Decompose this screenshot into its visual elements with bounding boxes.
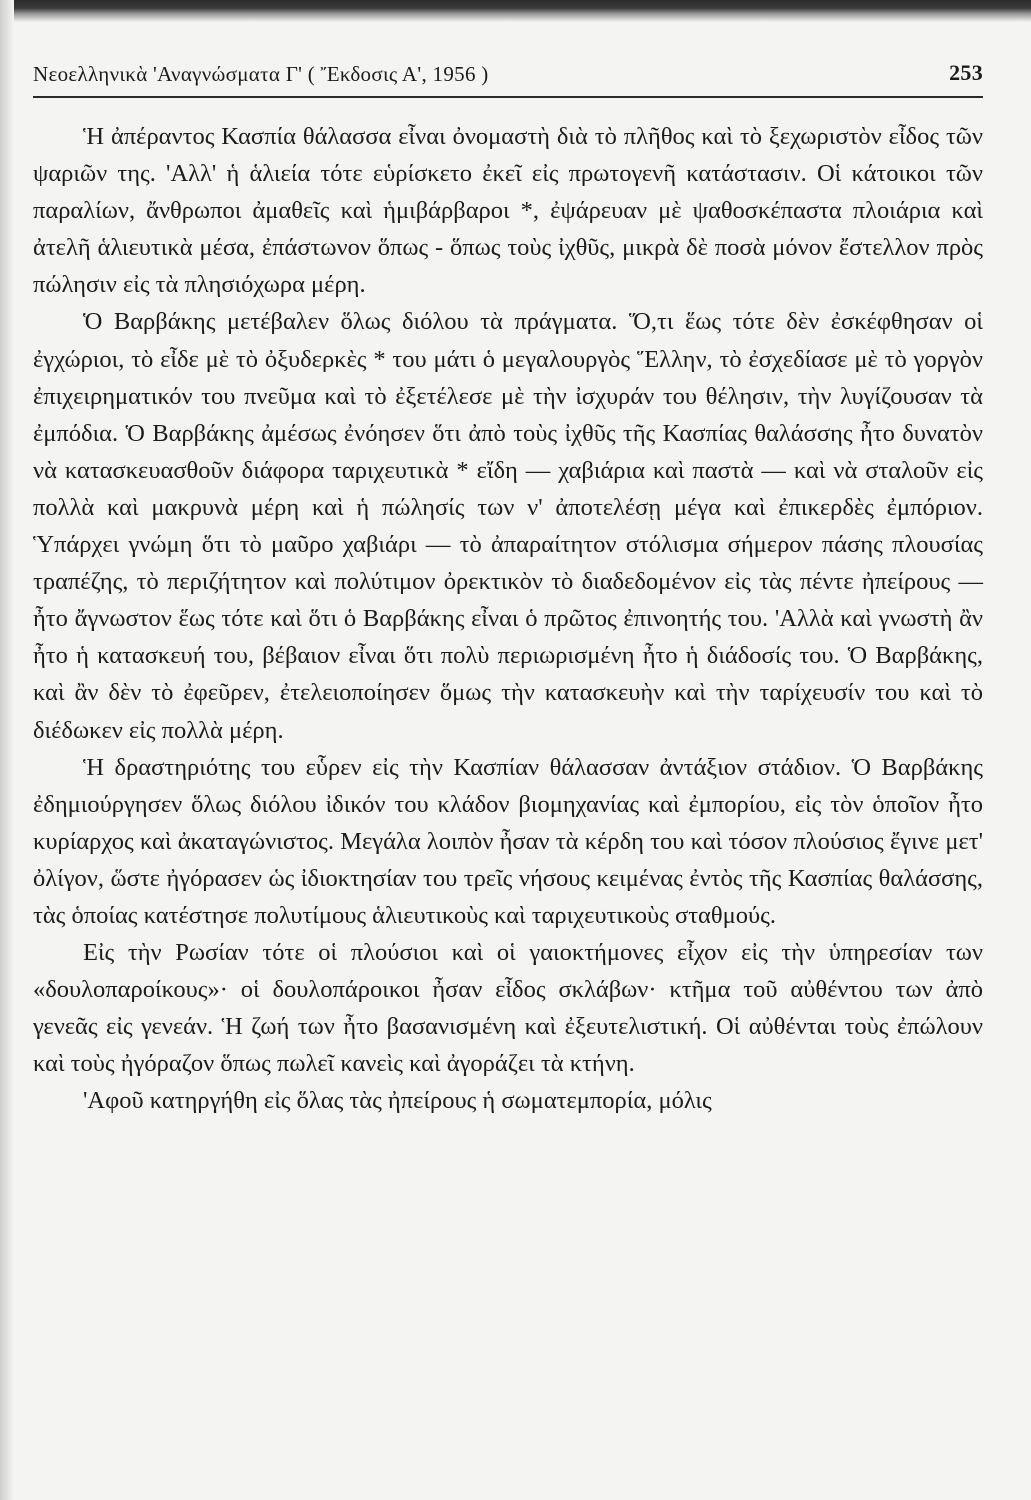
header-title: Νεοελληνικὰ 'Αναγνώσματα Γ' ( Ἔκδοσις Α', 1956 ) (33, 62, 489, 86)
scan-edge-shadow (0, 0, 14, 1500)
body-text (33, 118, 983, 1120)
header-rule (33, 96, 983, 98)
paragraph: Ὁ Βαρβάκης μετέβαλεν ὅλως διόλου τὰ πράγματα. Ὅ,τι ἕως τότε δὲν ἐσκέφθησαν οἱ ἐγχώριοι, τὸ εἶδε μὲ τὸ ὀξυδερκὲς * του μάτι ὁ μεγαλουργὸς Ἕλλην, τὸ ἐσχεδίασε μὲ τὸ γοργὸν ἐπιχειρηματικόν του πνεῦμα καὶ τὸ ἐξετέλεσε μὲ τὴν ἰσχυράν του θέλησιν, τὴν λυγίζουσαν τὰ ἐμπόδια. Ὁ Βαρβάκης ἀμέσως ἐνόησεν ὅτι ἀπὸ τοὺς ἰχθῦς τῆς Κασπίας θαλάσσης ἦτο δυνατὸν νὰ κατασκευασθοῦν διάφορα ταριχευτικὰ * εἴδη — χαβιάρια καὶ παστὰ — καὶ νὰ σταλοῦν εἰς πολλὰ καὶ μακρυνὰ μέρη καὶ ἡ πώλησίς των ν' ἀποτελέσῃ μέγα καὶ ἐπικερδὲς ἐμπόριον. Ὑπάρχει γνώμη ὅτι τὸ μαῦρο χαβιάρι — τὸ ἀπαραίτητον στόλισμα σήμερον πάσης πλουσίας τραπέζης, τὸ περιζήτητον καὶ πολύτιμον ὀρεκτικὸν τὸ διαδεδομένον εἰς τὰς πέντε ἠπείρους — ἦτο ἄγνωστον ἕως τότε καὶ ὅτι ὁ Βαρβάκης εἶναι ὁ πρῶτος ἐπινοητής του. 'Αλλὰ καὶ γνωστὴ ἂν ἦτο ἡ κατασκευή του, βέβαιον εἶναι ὅτι πολὺ περιωρισμένη ἦτο ἡ διάδοσίς του. Ὁ Βαρβάκης, καὶ ἂν δὲν τὸ ἐφεῦρεν, ἐτελειοποίησεν ὅμως τὴν κατασκευὴν καὶ τὴν ταρίχευσίν του καὶ τὸ διέδωκεν εἰς πολλὰ μέρη. (33, 308, 983, 744)
scan-edge-shadow (0, 0, 1031, 22)
paragraph: Εἰς τὴν Ρωσίαν τότε οἱ πλούσιοι καὶ οἱ γαιοκτήμονες εἶχον εἰς τὴν ὑπηρεσίαν των «δουλοπαροίκους»· οἱ δουλοπάροικοι ἦσαν εἶδος σκλάβων· κτῆμα τοῦ αὐθέντου των ἀπὸ γενεᾶς εἰς γενεάν. Ἡ ζωή των ἦτο βασανισμένη καὶ ἐξευτελιστική. Οἱ αὐθένται τοὺς ἐπώλουν καὶ τοὺς ἠγόραζον ὅπως πωλεῖ κανεὶς καὶ ἀγοράζει τὰ κτήνη. (33, 939, 983, 1078)
running-header (33, 58, 983, 92)
page-number: 253 (949, 60, 983, 85)
paragraph: Ἡ ἀπέραντος Κασπία θάλασσα εἶναι ὀνομαστὴ διὰ τὸ πλῆθος καὶ τὸ ξεχωριστὸν εἶδος τῶν ψαριῶν της. 'Αλλ' ἡ ἁλιεία τότε εὑρίσκετο ἐκεῖ εἰς πρωτογενῆ κατάστασιν. Οἱ κάτοικοι τῶν παραλίων, ἄνθρωποι ἀμαθεῖς καὶ ἡμιβάρβαροι *, ἐψάρευαν μὲ ψαθοσκέπαστα πλοιάρια καὶ ἀτελῆ ἁλιευτικὰ μέσα, ἐπάστωνον ὅπως - ὅπως τοὺς ἰχθῦς, μικρὰ δὲ ποσὰ μόνον ἔστελλον πρὸς πώλησιν εἰς τὰ πλησιόχωρα μέρη. (33, 123, 983, 299)
paragraph: 'Αφοῦ κατηργήθη εἰς ὅλας τὰς ἠπείρους ἡ σωματεμπορία, μόλις (83, 1087, 712, 1115)
paragraph: Ἡ δραστηριότης του εὗρεν εἰς τὴν Κασπίαν θάλασσαν ἀντάξιον στάδιον. Ὁ Βαρβάκης ἐδημιούργησεν ὅλως διόλου ἰδικόν του κλάδον βιομηχανίας καὶ ἐμπορίου, εἰς τὸν ὁποῖον ἦτο κυρίαρχος καὶ ἀκαταγώνιστος. Μεγάλα λοιπὸν ἦσαν τὰ κέρδη του καὶ τόσον πλούσιος ἔγινε μετ' ὀλίγον, ὥστε ἠγόρασεν ὡς ἰδιοκτησίαν του τρεῖς νήσους κειμένας ἐντὸς τῆς Κασπίας θαλάσσης, τὰς ὁποίας κατέστησε πολυτίμους ἁλιευτικοὺς καὶ ταριχευτικοὺς σταθμούς. (33, 753, 983, 929)
